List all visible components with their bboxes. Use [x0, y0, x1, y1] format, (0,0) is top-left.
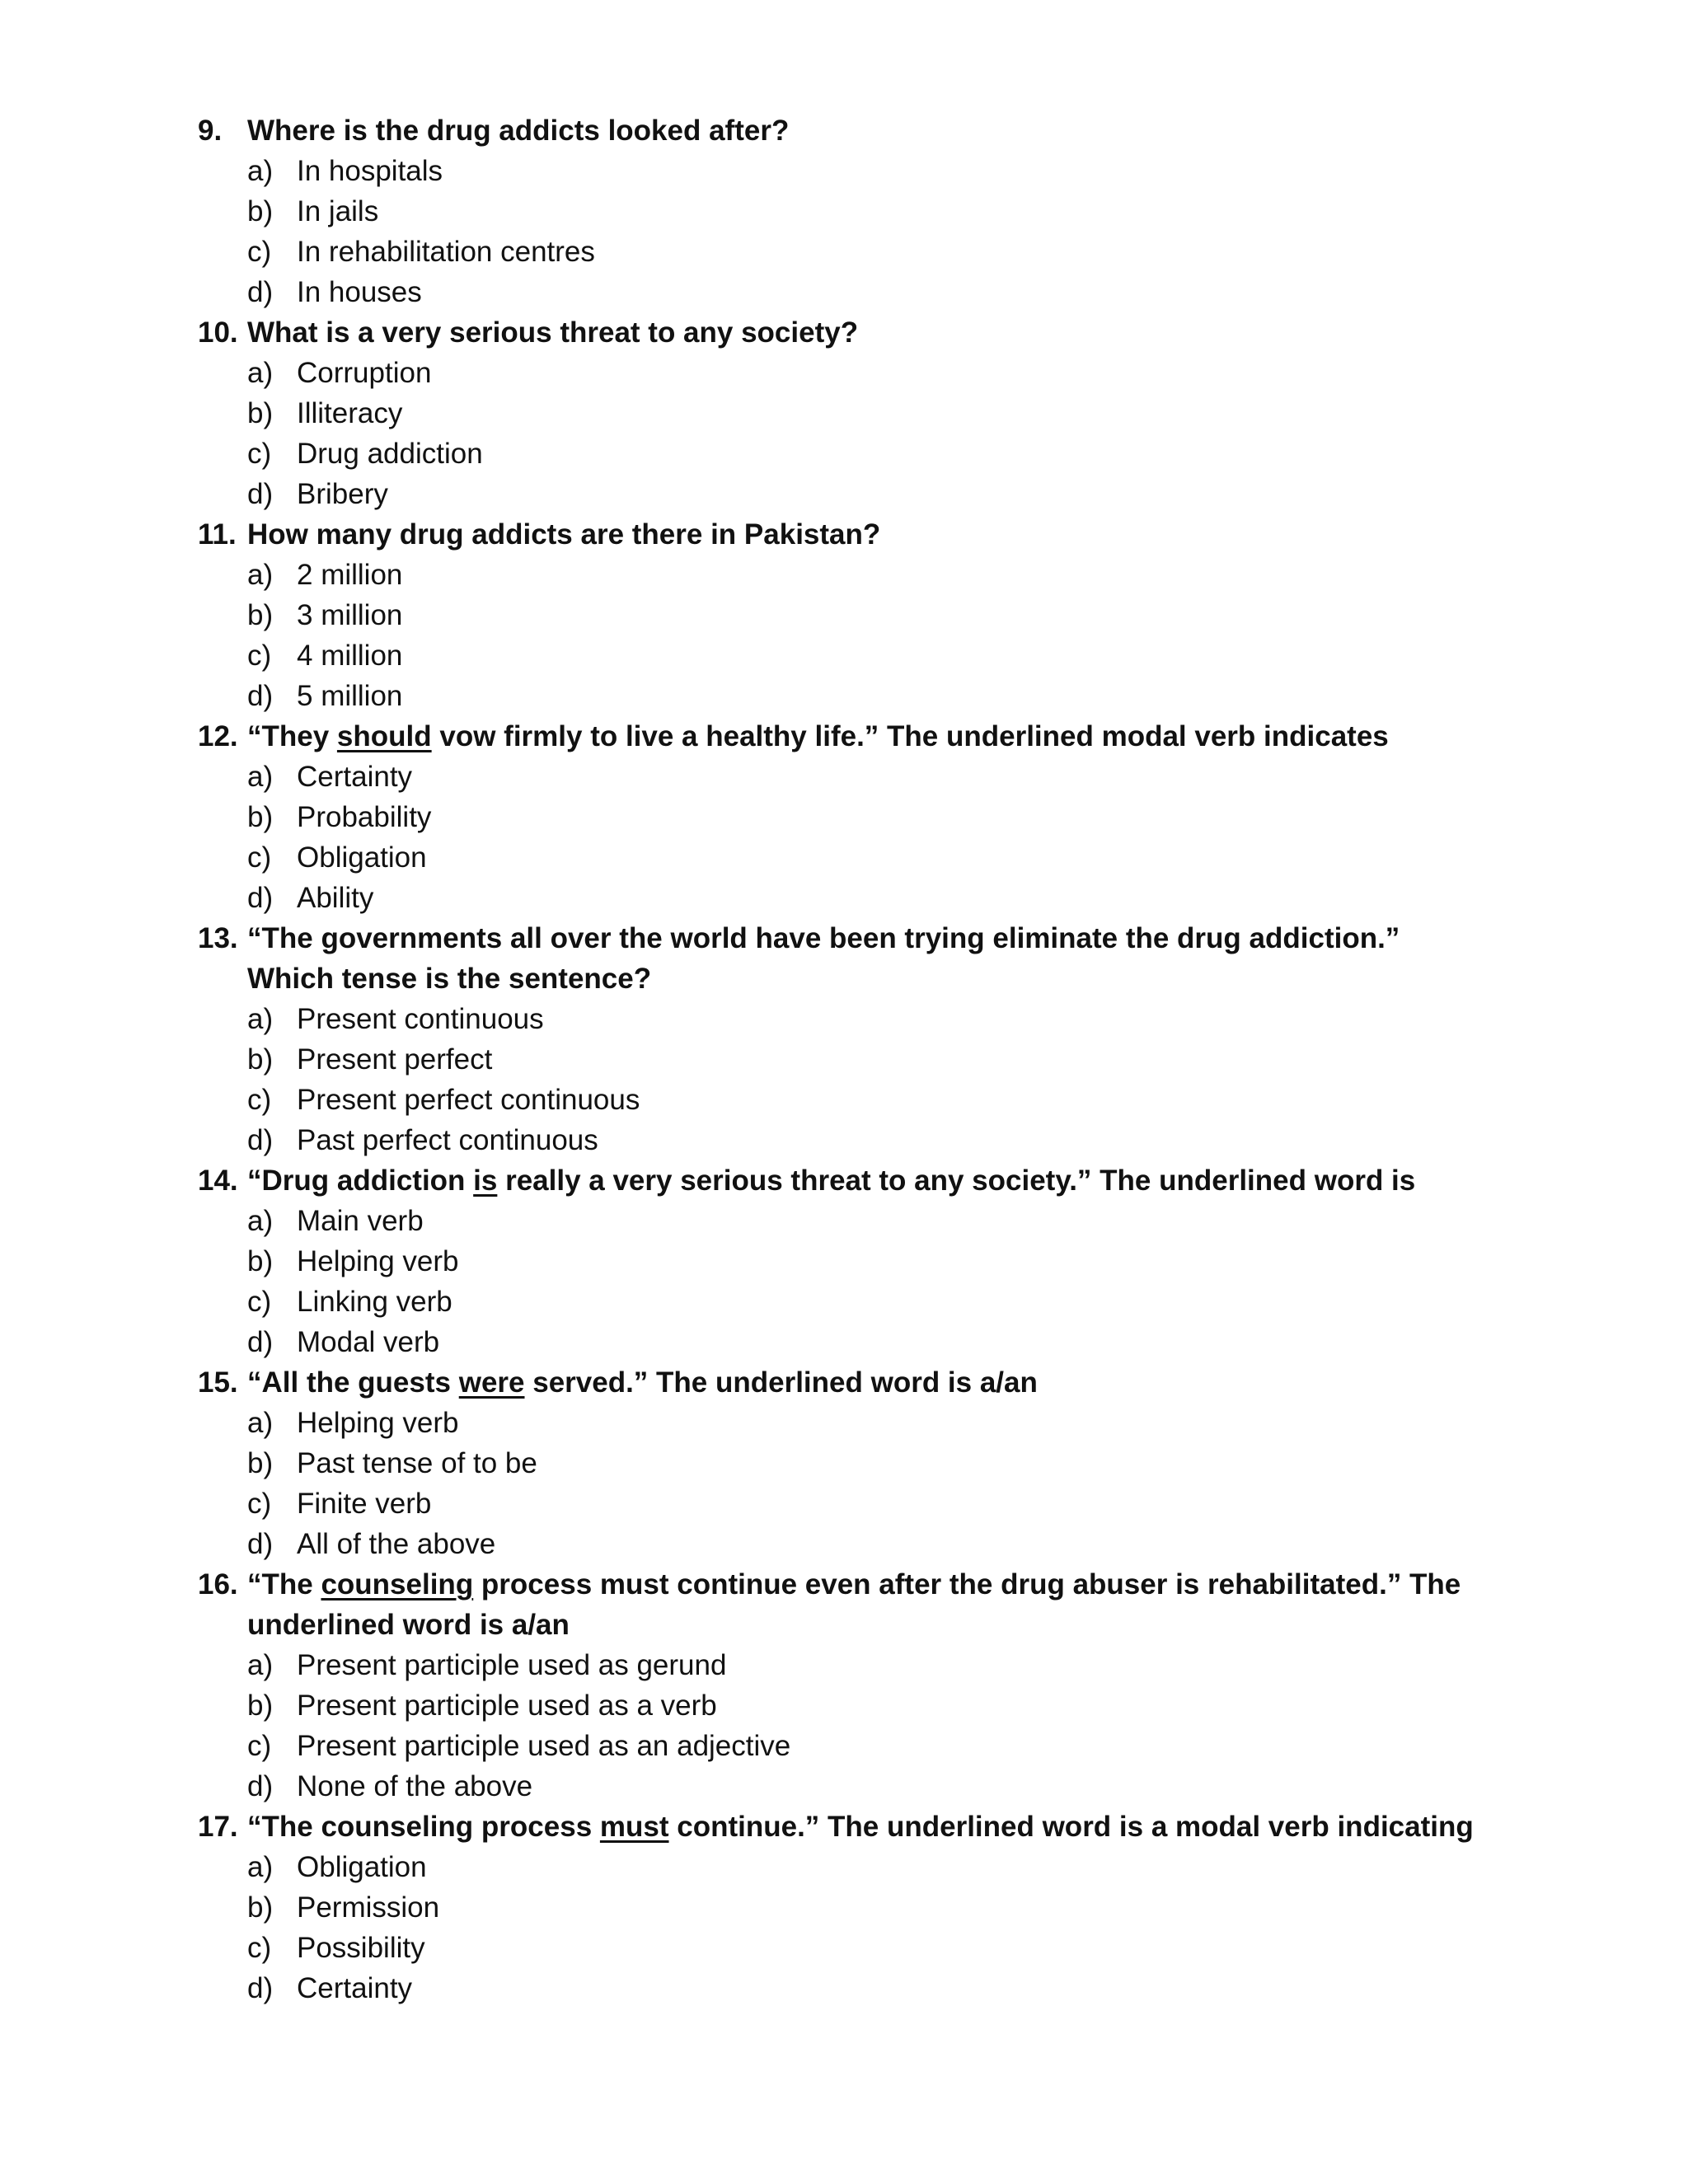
- question-text-line: [198, 1362, 1517, 1403]
- option-text: Main verb: [297, 1205, 424, 1237]
- question-number: 9.: [198, 115, 223, 147]
- option-text: Finite verb: [297, 1488, 432, 1520]
- answer-option: [198, 837, 1517, 878]
- question-number: 11.: [198, 518, 237, 551]
- answer-option: [198, 757, 1517, 797]
- question-text-line: [198, 1807, 1517, 1847]
- option-text: Drug addiction: [297, 438, 483, 470]
- answer-option: [198, 1847, 1517, 1887]
- option-text: Helping verb: [297, 1407, 459, 1439]
- option-text: Bribery: [297, 478, 388, 510]
- question-text-segment: “The governments all over the world have been trying eliminate the drug addiction.”: [247, 922, 1400, 954]
- option-text: In houses: [297, 276, 422, 308]
- option-text: Obligation: [297, 841, 427, 874]
- question-list: [198, 110, 1517, 2008]
- option-letter: c): [247, 1286, 272, 1318]
- option-text: 2 million: [297, 559, 403, 591]
- option-text: Present participle used as an adjective: [297, 1730, 791, 1762]
- option-letter: b): [247, 599, 274, 631]
- answer-option: [198, 1968, 1517, 2008]
- option-letter: b): [247, 195, 274, 227]
- question-item: [198, 110, 1517, 312]
- question-text-segment: “Drug addiction: [247, 1165, 474, 1197]
- option-text: Helping verb: [297, 1245, 459, 1277]
- answer-option: [198, 232, 1517, 272]
- question-item: [198, 1564, 1517, 1807]
- answer-option: [198, 797, 1517, 837]
- option-letter: c): [247, 1730, 272, 1762]
- option-text: Illiteracy: [297, 397, 403, 429]
- question-text: [247, 1564, 1461, 1605]
- question-item: [198, 1160, 1517, 1362]
- question-text-line: [198, 1605, 1517, 1645]
- underlined-word: were: [458, 1366, 525, 1399]
- answer-option: [198, 474, 1517, 514]
- option-text: Corruption: [297, 357, 432, 389]
- question-item: [198, 312, 1517, 514]
- option-letter: b): [247, 1447, 274, 1479]
- option-letter: d): [247, 1326, 274, 1358]
- option-letter: d): [247, 1124, 274, 1156]
- option-text: 4 million: [297, 640, 403, 672]
- question-text-line: [198, 312, 1517, 353]
- question-text-segment: “The counseling process: [247, 1811, 600, 1843]
- answer-option: [198, 1685, 1517, 1726]
- option-letter: a): [247, 357, 274, 389]
- option-letter: d): [247, 1528, 274, 1560]
- answer-option: [198, 1726, 1517, 1766]
- question-text: [247, 918, 1400, 958]
- underlined-word: counseling: [321, 1568, 474, 1601]
- question-text-segment: process must continue even after the drug abuser is rehabilitated.” The: [473, 1568, 1461, 1601]
- option-text: Probability: [297, 801, 432, 833]
- option-text: 3 million: [297, 599, 403, 631]
- question-text-segment: How many drug addicts are there in Pakistan?: [247, 518, 881, 551]
- answer-option: [198, 1322, 1517, 1362]
- question-number: 14.: [198, 1165, 238, 1197]
- option-letter: a): [247, 1649, 274, 1681]
- underlined-word: must: [599, 1811, 669, 1843]
- option-text: Modal verb: [297, 1326, 440, 1358]
- option-letter: a): [247, 1205, 274, 1237]
- answer-option: [198, 434, 1517, 474]
- option-text: Possibility: [297, 1932, 425, 1964]
- answer-option: [198, 1039, 1517, 1080]
- question-item: [198, 1362, 1517, 1564]
- question-number: 15.: [198, 1366, 238, 1399]
- question-text-line: [198, 514, 1517, 555]
- underlined-word: should: [336, 720, 432, 752]
- option-letter: c): [247, 640, 272, 672]
- question-text-line: [198, 110, 1517, 151]
- answer-option: [198, 272, 1517, 312]
- option-letter: b): [247, 1043, 274, 1076]
- answer-option: [198, 1928, 1517, 1968]
- answer-option: [198, 151, 1517, 191]
- question-text-line: [198, 716, 1517, 757]
- question-text-line: [198, 958, 1517, 999]
- answer-option: [198, 353, 1517, 393]
- answer-option: [198, 1524, 1517, 1564]
- option-text: Present participle used as gerund: [297, 1649, 727, 1681]
- underlined-word: is: [473, 1165, 498, 1197]
- answer-option: [198, 635, 1517, 676]
- question-text: [247, 514, 880, 555]
- question-item: [198, 1807, 1517, 2008]
- answer-option: [198, 191, 1517, 232]
- option-letter: c): [247, 236, 272, 268]
- question-text-line: [198, 918, 1517, 958]
- option-text: Present perfect: [297, 1043, 493, 1076]
- answer-option: [198, 1241, 1517, 1282]
- option-letter: c): [247, 438, 272, 470]
- question-text-segment: really a very serious threat to any society.” The underlined word is: [497, 1165, 1416, 1197]
- option-text: All of the above: [297, 1528, 496, 1560]
- answer-option: [198, 393, 1517, 434]
- option-letter: d): [247, 882, 274, 914]
- option-letter: b): [247, 1891, 274, 1924]
- question-text-segment: underlined word is a/an: [247, 1609, 570, 1641]
- question-text-segment: “They: [247, 720, 337, 752]
- option-letter: b): [247, 1690, 274, 1722]
- option-letter: a): [247, 559, 274, 591]
- option-text: 5 million: [297, 680, 403, 712]
- option-text: In jails: [297, 195, 379, 227]
- question-item: [198, 918, 1517, 1160]
- answer-option: [198, 595, 1517, 635]
- option-letter: b): [247, 1245, 274, 1277]
- answer-option: [198, 1887, 1517, 1928]
- option-letter: d): [247, 276, 274, 308]
- question-text: [247, 716, 1389, 757]
- question-text-segment: continue.” The underlined word is a modal verb indicating: [668, 1811, 1474, 1843]
- option-text: In rehabilitation centres: [297, 236, 595, 268]
- question-text-segment: Where is the drug addicts looked after?: [247, 115, 790, 147]
- question-text: [247, 1605, 570, 1645]
- option-letter: d): [247, 1770, 274, 1802]
- option-text: Past perfect continuous: [297, 1124, 598, 1156]
- option-letter: d): [247, 478, 274, 510]
- answer-option: [198, 1201, 1517, 1241]
- answer-option: [198, 1645, 1517, 1685]
- answer-option: [198, 555, 1517, 595]
- question-text: [247, 1362, 1038, 1403]
- option-text: In hospitals: [297, 155, 443, 187]
- question-number: 10.: [198, 316, 238, 349]
- question-number: 13.: [198, 922, 238, 954]
- answer-option: [198, 1282, 1517, 1322]
- option-letter: a): [247, 1851, 274, 1883]
- answer-option: [198, 676, 1517, 716]
- answer-option: [198, 1403, 1517, 1443]
- question-item: [198, 716, 1517, 918]
- answer-option: [198, 1483, 1517, 1524]
- option-text: Past tense of to be: [297, 1447, 537, 1479]
- answer-option: [198, 1766, 1517, 1807]
- option-letter: a): [247, 155, 274, 187]
- question-text: [247, 312, 858, 353]
- answer-option: [198, 1080, 1517, 1120]
- option-letter: b): [247, 397, 274, 429]
- question-number: 12.: [198, 720, 238, 752]
- question-text-line: [198, 1160, 1517, 1201]
- option-letter: d): [247, 1972, 274, 2004]
- option-letter: a): [247, 1003, 274, 1035]
- option-text: Certainty: [297, 761, 413, 793]
- question-number: 17.: [198, 1811, 238, 1843]
- question-text-segment: What is a very serious threat to any society?: [247, 316, 859, 349]
- answer-option: [198, 999, 1517, 1039]
- question-text: [247, 1807, 1474, 1847]
- question-text: [247, 958, 651, 999]
- answer-option: [198, 878, 1517, 918]
- option-letter: c): [247, 841, 272, 874]
- option-text: Present participle used as a verb: [297, 1690, 717, 1722]
- option-text: Linking verb: [297, 1286, 452, 1318]
- option-letter: a): [247, 761, 274, 793]
- option-text: Present perfect continuous: [297, 1084, 640, 1116]
- option-letter: d): [247, 680, 274, 712]
- option-letter: a): [247, 1407, 274, 1439]
- option-letter: c): [247, 1488, 272, 1520]
- option-text: Ability: [297, 882, 374, 914]
- option-text: Permission: [297, 1891, 440, 1924]
- question-number: 16.: [198, 1568, 238, 1601]
- question-item: [198, 514, 1517, 716]
- question-text-line: [198, 1564, 1517, 1605]
- question-text-segment: vow firmly to live a healthy life.” The underlined modal verb indicates: [431, 720, 1389, 752]
- question-text-segment: “The: [247, 1568, 321, 1601]
- question-text: [247, 1160, 1415, 1201]
- option-text: Obligation: [297, 1851, 427, 1883]
- answer-option: [198, 1120, 1517, 1160]
- question-text-segment: “All the guests: [247, 1366, 459, 1399]
- option-text: Certainty: [297, 1972, 413, 2004]
- answer-option: [198, 1443, 1517, 1483]
- option-letter: c): [247, 1932, 272, 1964]
- question-text: [247, 110, 789, 151]
- question-text-segment: Which tense is the sentence?: [247, 963, 652, 995]
- option-text: Present continuous: [297, 1003, 544, 1035]
- question-text-segment: served.” The underlined word is a/an: [524, 1366, 1038, 1399]
- option-letter: b): [247, 801, 274, 833]
- option-text: None of the above: [297, 1770, 533, 1802]
- option-letter: c): [247, 1084, 272, 1116]
